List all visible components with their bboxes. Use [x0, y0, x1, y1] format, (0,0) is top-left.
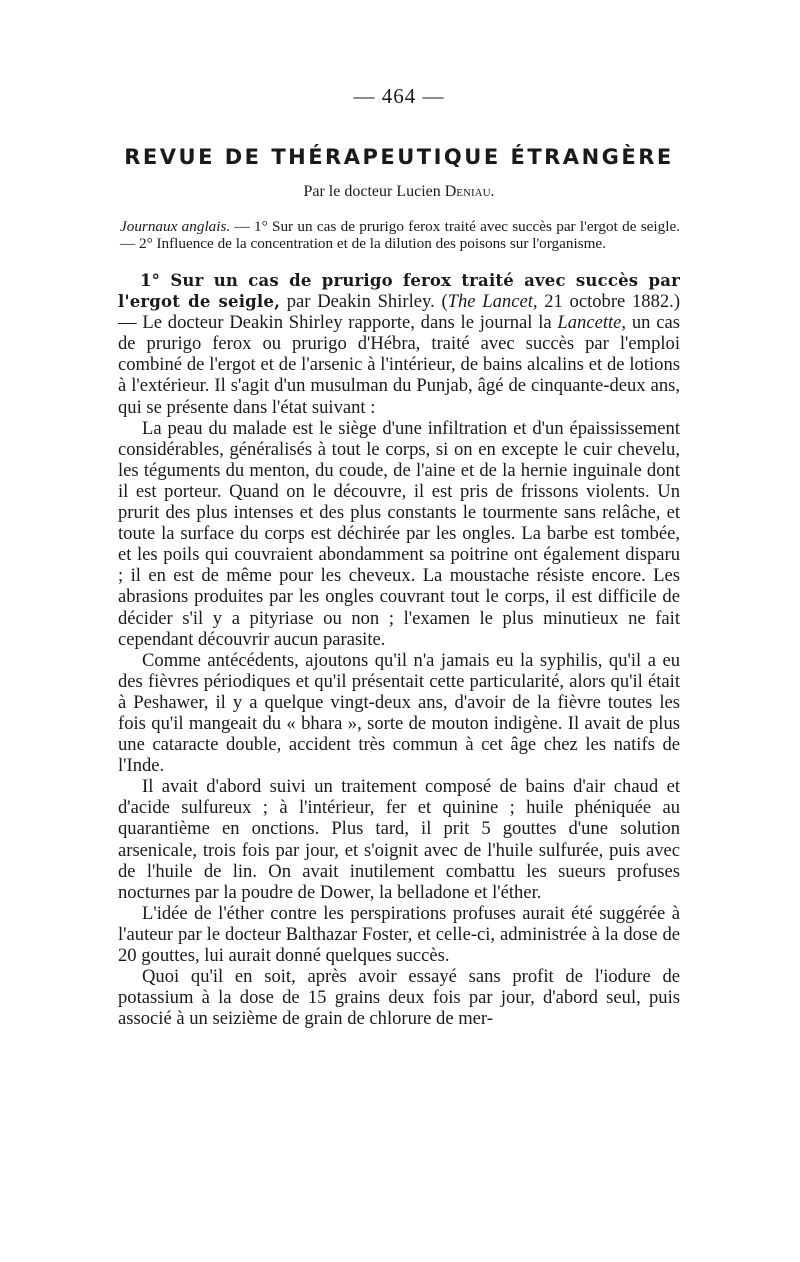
page-number: — 464 —: [353, 84, 445, 108]
byline-author: Deniau.: [444, 183, 495, 200]
article-journal: The Lancet,: [447, 291, 538, 313]
article-intro-1: — Le docteur Deakin Shirley rapporte, dans le journal la: [118, 312, 558, 334]
article-intro-2: un cas de prurigo ferox ou prurigo d'Hébra, traité avec succès par l'emploi combiné de l'ergot et de l'arsenic à l'intérieur, de bains alcalins et de lotions à l'extérieur. Il s'agit d'un musulman du Punjab, âgé de cinquante-deux ans, qui se présente dans l'état suivant :: [118, 312, 680, 418]
summary-text: — 1° Sur un cas de prurigo ferox traité avec succès par l'ergot de seigle. — 2° Influence de la concentration et de la dilution des poisons sur l'organisme.: [120, 218, 680, 252]
paragraph: Comme antécédents, ajoutons qu'il n'a jamais eu la syphilis, qu'il a eu des fièvres périodiques et qu'il présentait cette particularité, alors qu'il était à Peshawer, il y a quelque vingt-deux ans, d'avoir de la fièvre toutes les fois qu'il mangeait du « bhara », sorte de mouton indigène. Il avait de plus une cataracte double, accident très commun à cet âge chez les natifs de l'Inde.: [118, 649, 680, 777]
article-heading-author: par Deakin Shirley. (: [280, 291, 448, 313]
page-title: REVUE DE THÉRAPEUTIQUE ÉTRANGÈRE: [124, 145, 674, 169]
summary-lead: Journaux anglais.: [120, 218, 231, 235]
paragraph: Quoi qu'il en soit, après avoir essayé sans profit de l'iodure de potassium à la dose de 15 grains deux fois par jour, d'abord seul, puis associé à un seizième de grain de chlorure de mer-: [118, 966, 680, 1030]
document-page: [118, 84, 680, 1029]
article-date: 21 octobre 1882.): [537, 291, 681, 313]
byline: [118, 183, 680, 201]
paragraph: Il avait d'abord suivi un traitement composé de bains d'air chaud et d'acide sulfureux ; à l'intérieur, fer et quinine ; huile phéniquée au quarantième en onctions. Plus tard, il prit 5 gouttes d'une solution arsenicale, trois fois par jour, et s'oignit avec de l'huile sulfurée, puis avec de l'huile de lin. On avait inutilement combattu les sueurs profuses nocturnes par la poudre de Dower, la belladone et l'éther.: [118, 776, 680, 903]
article-heading: 1° Sur un cas de prurigo ferox traité avec succès par l'ergot de seigle,: [118, 271, 680, 312]
byline-prefix: Par le docteur Lucien: [303, 183, 445, 200]
article-journal-2: Lancette,: [557, 312, 627, 334]
summary: [118, 218, 680, 252]
article-intro: [118, 270, 680, 418]
paragraph: L'idée de l'éther contre les perspirations profuses aurait été suggérée à l'auteur par le docteur Balthazar Foster, et celle-ci, administrée à la dose de 20 gouttes, lui aurait donné quelques succès.: [118, 902, 680, 966]
paragraph: La peau du malade est le siège d'une infiltration et d'un épaississement considérables, généralisés à tout le corps, si on en excepte le cuir chevelu, les téguments du menton, du coude, de l'aine et de la hernie inguinale dont il est porteur. Quand on le découvre, il est pris de frissons violents. Un prurit des plus intenses et des plus constants le tourmente sans relâche, et toute la surface du corps est déchirée par les ongles. La barbe est tombée, et les poils qui couvraient abondamment sa poitrine ont également disparu ; il en est de même pour les cheveux. La moustache résiste encore. Les abrasions produites par les ongles couvrant tout le corps, il est difficile de décider s'il y a pityriase ou non ; l'examen le plus minutieux ne fait cependant découvrir aucun parasite.: [118, 417, 680, 650]
article-body: [118, 270, 680, 1029]
